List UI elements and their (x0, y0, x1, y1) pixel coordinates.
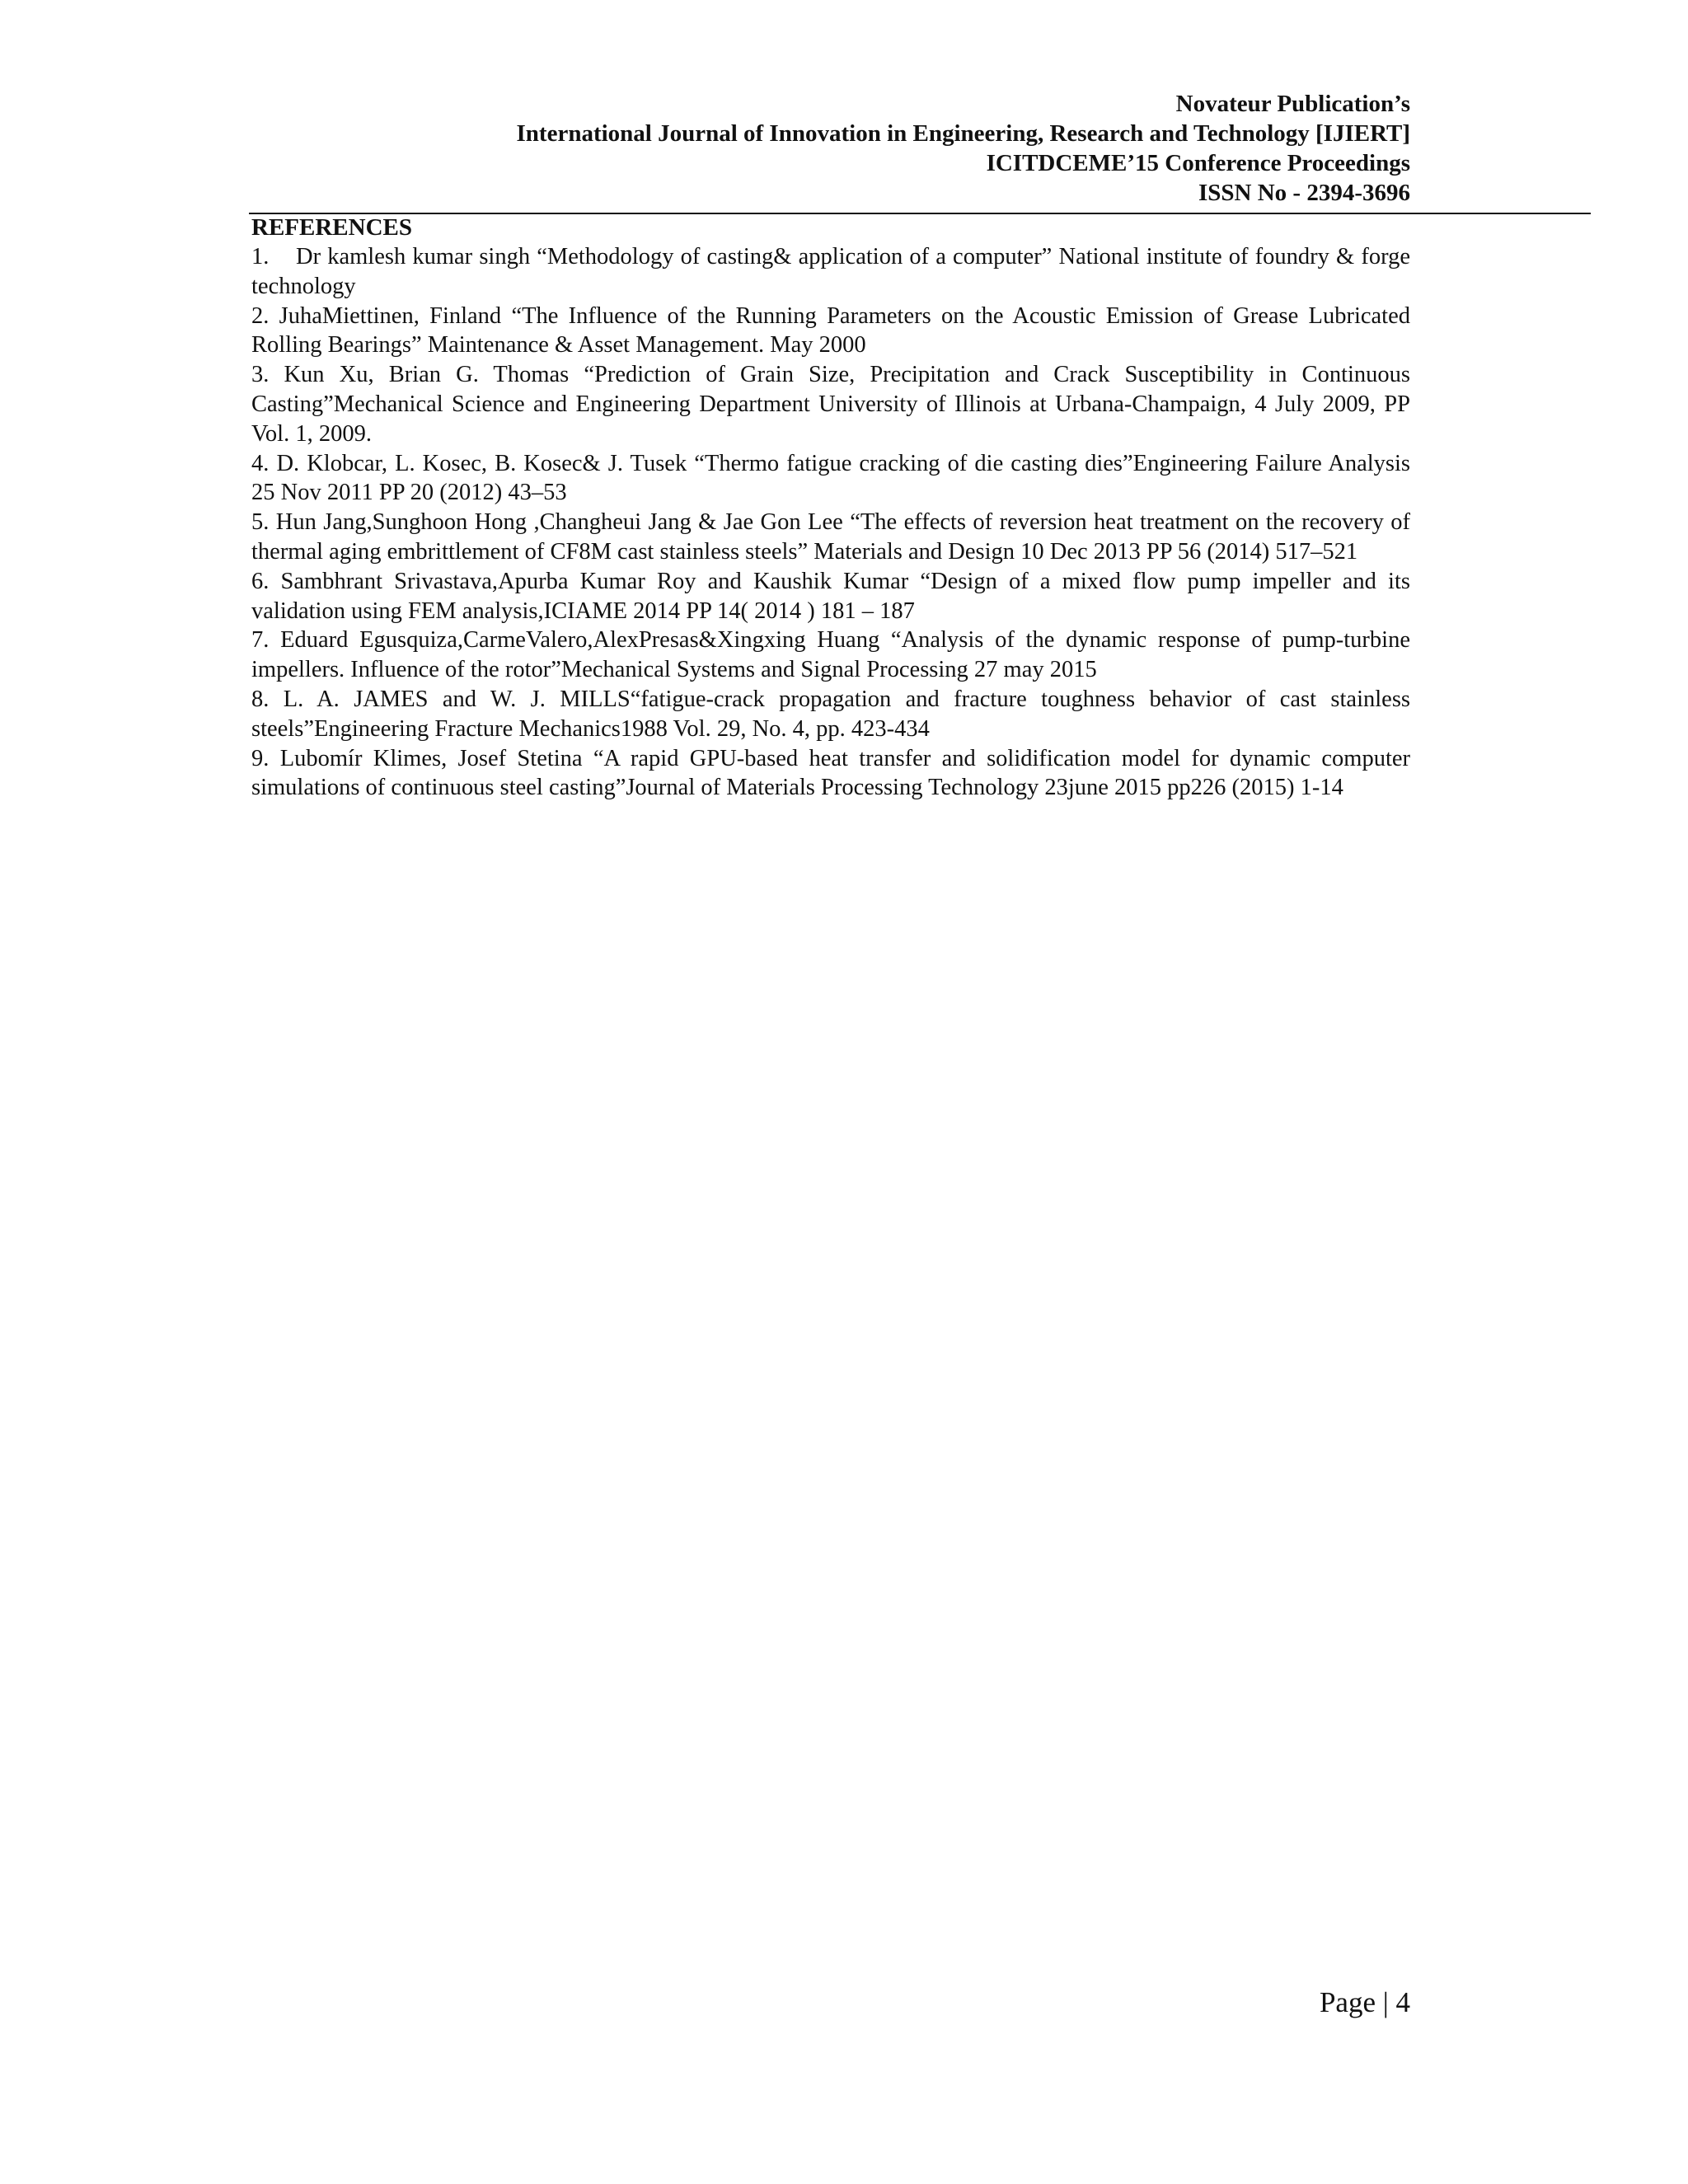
page-number: Page | 4 (1319, 1986, 1410, 2018)
reference-item-3: 3. Kun Xu, Brian G. Thomas “Prediction of Grain Size, Precipitation and Crack Susceptibility in Continuous Casting”Mechanical Science and Engineering Department University of Illinois at Urbana-Champaign, 4 July 2009, PP Vol. 1, 2009. (251, 362, 1410, 447)
reference-item-7: 7. Eduard Egusquiza,CarmeValero,AlexPresas&Xingxing Huang “Analysis of the dynamic response of pump-turbine impellers. Influence of the rotor”Mechanical Systems and Signal Processing 27 may 2015 (251, 627, 1410, 683)
journal-title: International Journal of Innovation in Engineering, Research and Technology [IJIERT] (516, 120, 1410, 147)
references-section (251, 213, 1410, 803)
reference-item-8: 8. L. A. JAMES and W. J. MILLS“fatigue-crack propagation and fracture toughness behavior of cast stainless steels”Engineering Fracture Mechanics1988 Vol. 29, No. 4, pp. 423-434 (251, 686, 1410, 742)
reference-item-4: 4. D. Klobcar, L. Kosec, B. Kosec& J. Tusek “Thermo fatigue cracking of die casting dies”Engineering Failure Analysis 25 Nov 2011 PP 20 (2012) 43–53 (251, 450, 1410, 506)
reference-item-1: 1. Dr kamlesh kumar singh “Methodology of casting& application of a computer” National institute of foundry & forge technology (251, 244, 1410, 299)
issn-number: ISSN No - 2394-3696 (1198, 180, 1410, 206)
publisher-name: Novateur Publication’s (1175, 91, 1410, 117)
running-header (256, 89, 1410, 208)
references-heading: REFERENCES (251, 214, 412, 241)
reference-item-6: 6. Sambhrant Srivastava,Apurba Kumar Roy and Kaushik Kumar “Design of a mixed flow pump impeller and its validation using FEM analysis,ICIAME 2014 PP 14( 2014 ) 181 – 187 (251, 568, 1410, 624)
reference-item-2: 2. JuhaMiettinen, Finland “The Influence of the Running Parameters on the Acoustic Emission of Grease Lubricated Rolling Bearings” Maintenance & Asset Management. May 2000 (251, 302, 1410, 359)
reference-item-9: 9. Lubomír Klimes, Josef Stetina “A rapid GPU-based heat transfer and solidification model for dynamic computer simulations of continuous steel casting”Journal of Materials Processing Technology 23june 2015 pp226 (2015) 1-14 (251, 745, 1410, 801)
conference-name: ICITDCEME’15 Conference Proceedings (986, 150, 1410, 176)
reference-item-5: 5. Hun Jang,Sunghoon Hong ,Changheui Jang & Jae Gon Lee “The effects of reversion heat treatment on the recovery of thermal aging embrittlement of CF8M cast stainless steels” Materials and Design 10 Dec 2013 PP 56 (2014) 517–521 (251, 509, 1410, 565)
